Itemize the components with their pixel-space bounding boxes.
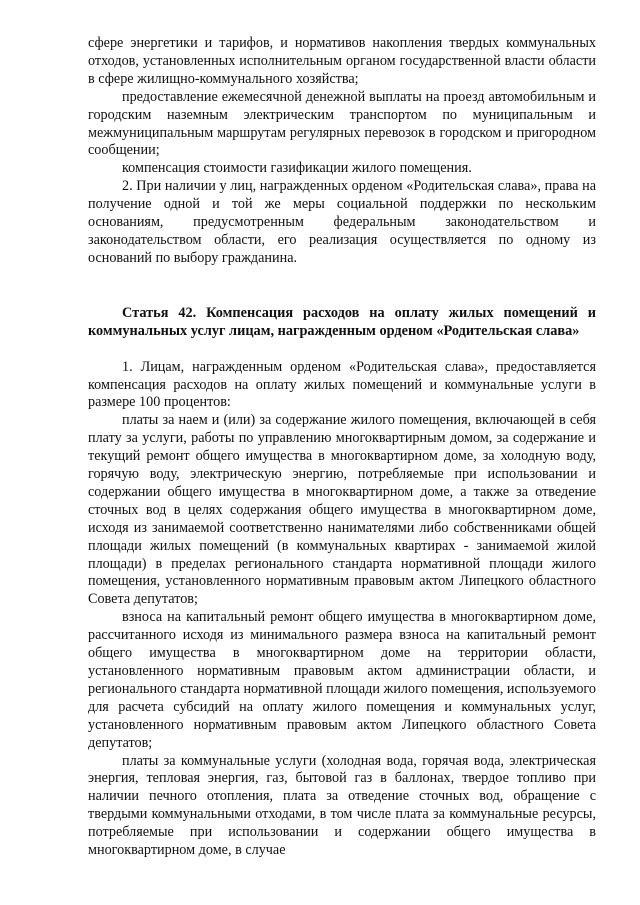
intro-paragraph-4: 2. При наличии у лиц, награжденных орденом «Родительская слава», права на получение одной и той же меры социальной поддержки по нескольким основаниям, предусмотренным федеральным законодательством и законодательством области, его реализация осуществляется по одному из оснований по выбору гражданина. (88, 178, 596, 266)
article-paragraph-1: 1. Лицам, награжденным орденом «Родительская слава», предоставляется компенсация расходов на оплату жилых помещений и коммунальные услуги в размере 100 процентов: (88, 358, 596, 411)
article-heading: Статья 42. Компенсация расходов на оплату жилых помещений и коммунальных услуг лицам, награжденным орденом «Родительская слава» (88, 304, 596, 340)
article-paragraph-4: платы за коммунальные услуги (холодная вода, горячая вода, электрическая энергия, тепловая энергия, газ, бытовой газ в баллонах, твердое топливо при наличии печного отопления, плата за отведение сточных вод, обращение с твердыми коммунальными отходами, в том числе плата за коммунальные ресурсы, потребляемые при использовании и содержании общего имущества в многоквартирном доме, в случае (88, 752, 596, 859)
intro-paragraph-2: предоставление ежемесячной денежной выплаты на проезд автомобильным и городским наземным электрическим транспортом по муниципальным и межмуниципальным маршрутам регулярных перевозок в городском и пригородном сообщении; (88, 88, 596, 159)
article-paragraph-2: платы за наем и (или) за содержание жилого помещения, включающей в себя плату за услуги, работы по управлению многоквартирным домом, за содержание и текущий ремонт общего имущества в многоквартирном доме, за холодную воду, горячую воду, электрическую энергию, потребляемые при использовании и содержании общего имущества в многоквартирном доме, а также за отведение сточных вод в целях содержания общего имущества в многоквартирном доме, исходя из занимаемой соответственно нанимателями либо собственниками общей площади жилых помещений (в коммунальных квартирах - занимаемой жилой площади) в пределах регионального стандарта нормативной площади жилого помещения, установленного нормативным правовым актом Липецкого областного Совета депутатов; (88, 412, 596, 608)
intro-paragraph-3: компенсация стоимости газификации жилого помещения. (122, 160, 472, 177)
article-paragraph-3: взноса на капитальный ремонт общего имущества в многоквартирном доме, рассчитанного исходя из минимального размера взноса на капитальный ремонт общего имущества в многоквартирном доме на территории области, установленного нормативным правовым актом администрации области, и регионального стандарта нормативной площади жилого помещения, используемого для расчета субсидий на оплату жилого помещения и коммунальных услуг, установленного нормативным правовым актом Липецкого областного Совета депутатов; (88, 609, 596, 751)
document-page (88, 35, 596, 860)
intro-paragraph-1: сфере энергетики и тарифов, и нормативов накопления твердых коммунальных отходов, установленных исполнительным органом государственной власти области в сфере жилищно-коммунального хозяйства; (88, 35, 596, 87)
